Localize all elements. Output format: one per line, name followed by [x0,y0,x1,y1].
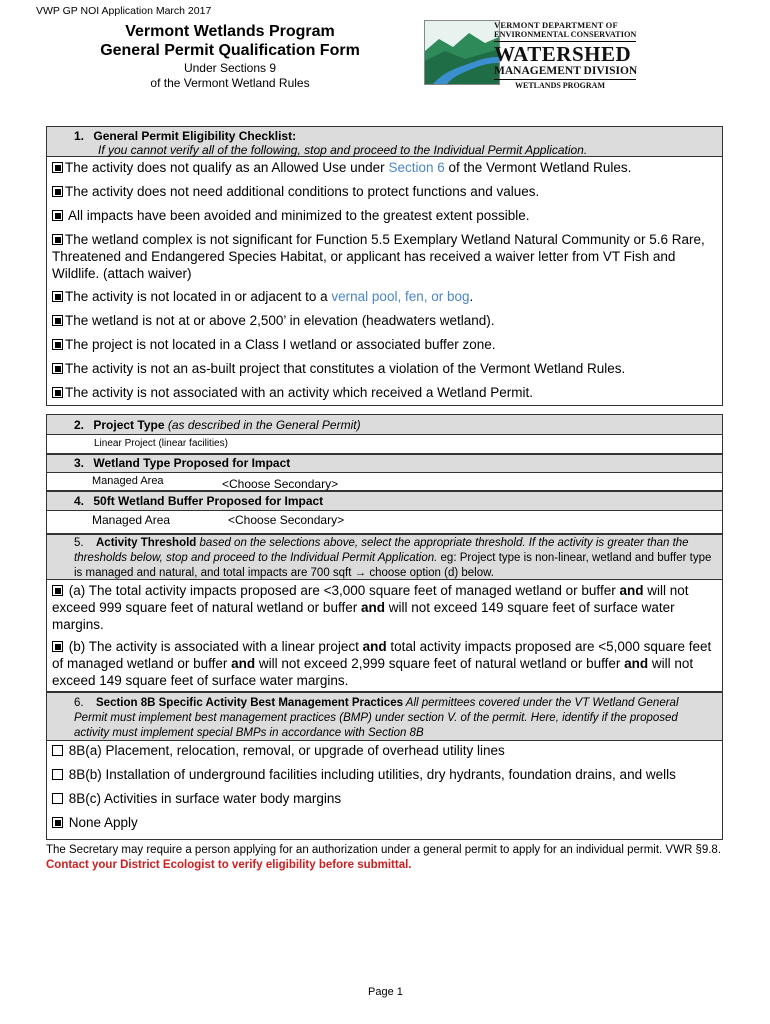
page-subtitle-form: General Permit Qualification Form [100,42,360,59]
page-title: Vermont Wetlands Program [125,23,335,40]
bmp-item: 8B(c) Activities in surface water body margins [52,790,719,807]
checklist-item: The activity does not need additional conditions to protect functions and values. [52,183,717,200]
section1-title: General Permit Eligibility Checklist: [93,129,297,143]
section1-number: 1. [74,129,85,143]
section2-number: 2. [74,418,85,432]
checklist-item: The activity is not an as-built project that constitutes a violation of the Vermont Wetland Rules. [52,360,717,377]
checkbox-not-significant[interactable] [52,234,63,245]
sections-line: Under Sections 9 [183,61,277,75]
section5-title: Activity Threshold [96,537,197,549]
section-6-link[interactable]: Section 6 [388,160,445,175]
logo-department-text: VERMONT DEPARTMENT OF [494,20,618,30]
bmp-item: 8B(b) Installation of underground facilities including utilities, dry hydrants, foundation drains, and wells [52,766,719,783]
section1-instruction: If you cannot verify all of the following, stop and proceed to the Individual Permit Application. [98,143,588,157]
section4-title: 50ft Wetland Buffer Proposed for Impact [93,494,324,508]
bmp-item: 8B(a) Placement, relocation, removal, or upgrade of overhead utility lines [52,742,719,759]
checkbox-allowed-use[interactable] [52,162,63,173]
section3-title: Wetland Type Proposed for Impact [93,456,291,470]
section6-header-text [74,696,714,741]
checklist-item: The activity does not qualify as an Allowed Use under Section 6 of the Vermont Wetland Rules. [52,159,717,176]
checklist-item: The activity is not associated with an activity which received a Wetland Permit. [52,384,717,401]
checkbox-class-i[interactable] [52,339,63,350]
radio-option-a[interactable] [52,585,63,596]
project-type-select[interactable]: Linear Project (linear facilities) [94,438,228,449]
logo-dec-text: ENVIRONMENTAL CONSERVATION [494,30,637,39]
buffer-primary-select[interactable]: Managed Area [92,513,171,527]
logo-division-text: MANAGEMENT DIVISION [494,65,638,77]
section4-number: 4. [74,494,85,508]
radio-option-b[interactable] [52,641,63,652]
section5-example: eg: Project type is non-linear, wetland and buffer type is managed and natural, and total impacts are 700 sqft → choose option (d) below. [74,552,712,579]
checkbox-none-apply[interactable] [52,817,63,828]
section5-instruction: based on the selections above, select the appropriate threshold. If the activity is greater than the thresholds below, stop and proceed to the Individual Permit Application. [74,537,689,564]
rules-line: of the Vermont Wetland Rules [150,76,310,90]
section6-instruction: All permittees covered under the VT Wetland General Permit must implement best management practices (BMP) under section V. of the permit. Here, identify if the proposed activity must implement special BMPs in accordance with Section 8B [74,697,679,739]
section5-number: 5. [74,537,84,549]
checklist-item: The project is not located in a Class I wetland or associated buffer zone. [52,336,717,353]
section3-number: 3. [74,456,85,470]
watershed-logo-image [424,20,500,85]
checkbox-no-conditions[interactable] [52,186,63,197]
page-number: Page 1 [368,986,403,998]
bmp-item: None Apply [52,814,719,831]
logo-program-text: WETLANDS PROGRAM [515,81,606,90]
logo-watershed-text: WATERSHED [494,42,632,66]
vernal-pool-link[interactable]: vernal pool, fen, or bog [331,289,470,304]
checkbox-as-built[interactable] [52,363,63,374]
wetland-primary-select[interactable]: Managed Area [92,475,164,487]
checklist-item: The wetland is not at or above 2,500’ in elevation (headwaters wetland). [52,312,717,329]
section2-note: (as described in the General Permit) [164,418,361,432]
checkbox-wetland-permit[interactable] [52,387,63,398]
section2-title: Project Type [93,418,165,432]
checklist-item: The wetland complex is not significant for Function 5.5 Exemplary Wetland Natural Community or 5.6 Rare, Threatened and Endangered Species Habitat, or applicant has received a waiver letter from VT Fish and Wildlife. (attach waiver) [52,232,705,281]
buffer-secondary-select[interactable]: <Choose Secondary> [228,513,345,527]
checklist-item: The activity is not located in or adjacent to a vernal pool, fen, or bog. [52,288,717,305]
section5-header-text [74,536,714,581]
footer-note-block [46,843,726,873]
section6-number: 6. [74,697,84,709]
checklist-item: All impacts have been avoided and minimized to the greatest extent possible. [52,207,717,224]
section6-title: Section 8B Specific Activity Best Management Practices [96,697,403,709]
checkbox-elevation[interactable] [52,315,63,326]
threshold-option-b: (b) The activity is associated with a linear project and total activity impacts proposed are <5,000 square feet of managed wetland or buffer and will not exceed 2,999 square feet of natural wetland or buffer and will not exceed 149 square feet of surface water margins. [52,639,712,688]
checkbox-impacts-avoided[interactable] [52,210,63,221]
wetland-secondary-select[interactable]: <Choose Secondary> [222,477,339,491]
checkbox-not-vernal-pool[interactable] [52,291,63,302]
threshold-option-a: (a) The total activity impacts proposed are <3,000 square feet of managed wetland or buffer and will not exceed 999 square feet of natural wetland or buffer and will not exceed 149 square feet of surface water margins. [52,583,689,632]
footer-note: The Secretary may require a person applying for an authorization under a general permit to apply for an individual permit. VWR §9.8. [46,844,722,856]
footer-warning: Contact your District Ecologist to verify eligibility before submittal. [46,859,412,871]
checkbox-8bc[interactable] [52,793,63,804]
checkbox-8bb[interactable] [52,769,63,780]
checkbox-8ba[interactable] [52,745,63,756]
document-code: VWP GP NOI Application March 2017 [36,5,212,17]
